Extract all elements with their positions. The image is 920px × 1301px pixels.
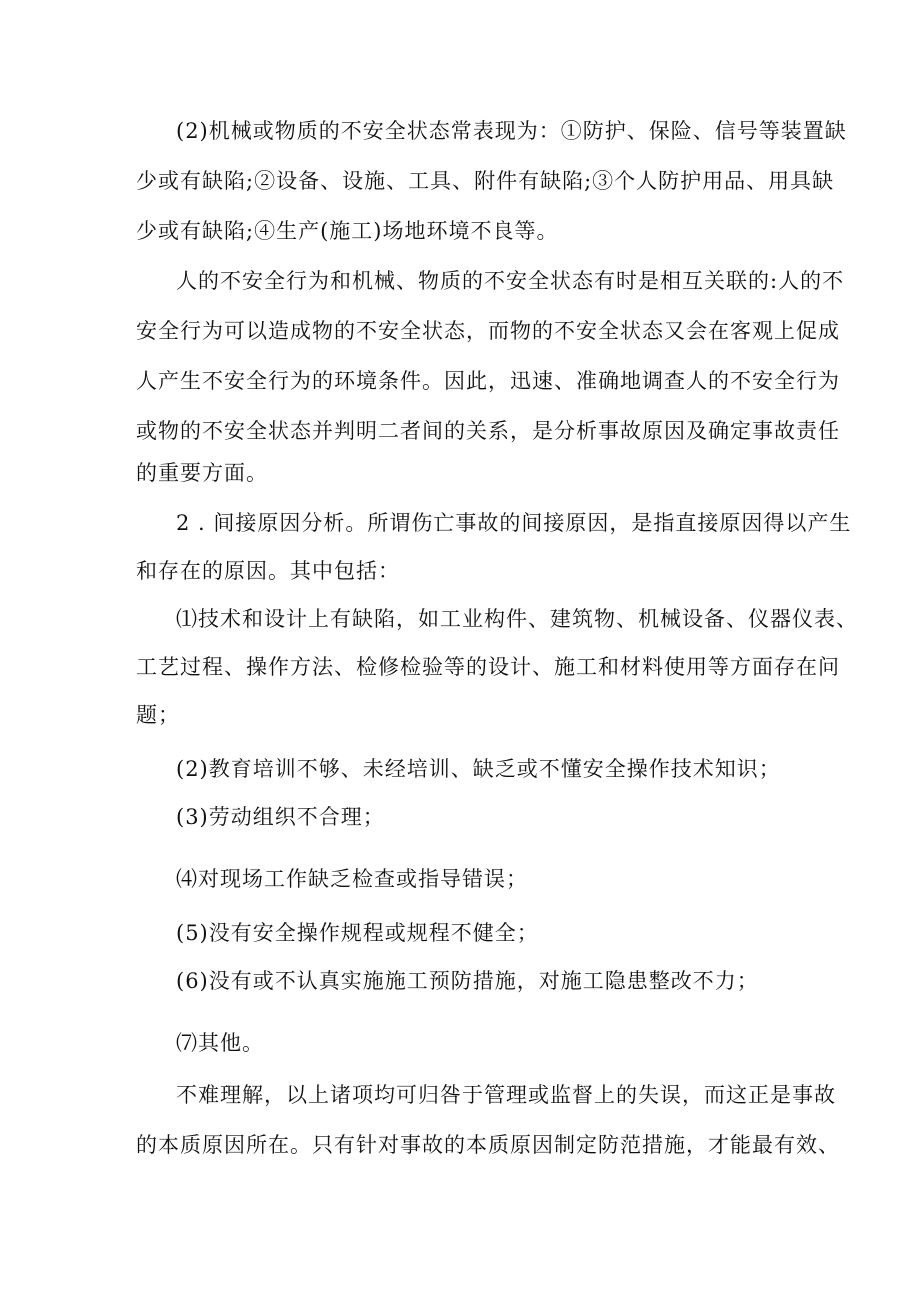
para-indirect-cause-line-2: 和存在的原因。其中包括： <box>136 559 400 583</box>
list-item-5: (5)没有安全操作规程或规程不健全； <box>176 921 539 945</box>
para-relation-line-5: 的重要方面。 <box>136 461 268 485</box>
list-item-3: (3)劳动组织不合理； <box>176 805 385 829</box>
para-relation-line-2: 安全行为可以造成物的不安全状态，而物的不安全状态又会在客观上促成 <box>136 319 840 343</box>
list-item-6: (6)没有或不认真实施施工预防措施，对施工隐患整改不力； <box>176 969 759 993</box>
para-relation-line-4: 或物的不安全状态并判明二者间的关系，是分析事故原因及确定事故责任 <box>136 419 840 443</box>
list-item-1-line-3: 题； <box>136 703 180 727</box>
para-indirect-cause-line-1: 2 . 间接原因分析。所谓伤亡事故的间接原因，是指直接原因得以产生 <box>176 511 852 535</box>
list-item-7: ⑺其他。 <box>176 1031 264 1055</box>
list-item-1-line-1: ⑴技术和设计上有缺陷，如工业构件、建筑物、机械设备、仪器仪表、 <box>176 607 858 631</box>
para-mech-state-line-1: (2)机械或物质的不安全状态常表现为：①防护、保险、信号等装置缺 <box>176 119 847 143</box>
para-mech-state-line-3: 少或有缺陷;④生产(施工)场地环境不良等。 <box>136 219 559 243</box>
para-relation-line-1: 人的不安全行为和机械、物质的不安全状态有时是相互关联的:人的不 <box>176 269 845 293</box>
list-item-4: ⑷对现场工作缺乏检查或指导错误； <box>176 867 528 891</box>
para-relation-line-3: 人产生不安全行为的环境条件。因此，迅速、准确地调查人的不安全行为 <box>136 369 840 393</box>
para-conclusion-line-2: 的本质原因所在。只有针对事故的本质原因制定防范措施，才能最有效、 <box>136 1133 840 1157</box>
list-item-2: (2)教育培训不够、未经培训、缺乏或不懂安全操作技术知识； <box>176 757 781 781</box>
para-mech-state-line-2: 少或有缺陷;②设备、设施、工具、附件有缺陷;③个人防护用品、用具缺 <box>136 169 835 193</box>
para-conclusion-line-1: 不难理解，以上诸项均可归咎于管理或监督上的失误，而这正是事故 <box>176 1083 836 1107</box>
list-item-1-line-2: 工艺过程、操作方法、检修检验等的设计、施工和材料使用等方面存在问 <box>136 655 840 679</box>
